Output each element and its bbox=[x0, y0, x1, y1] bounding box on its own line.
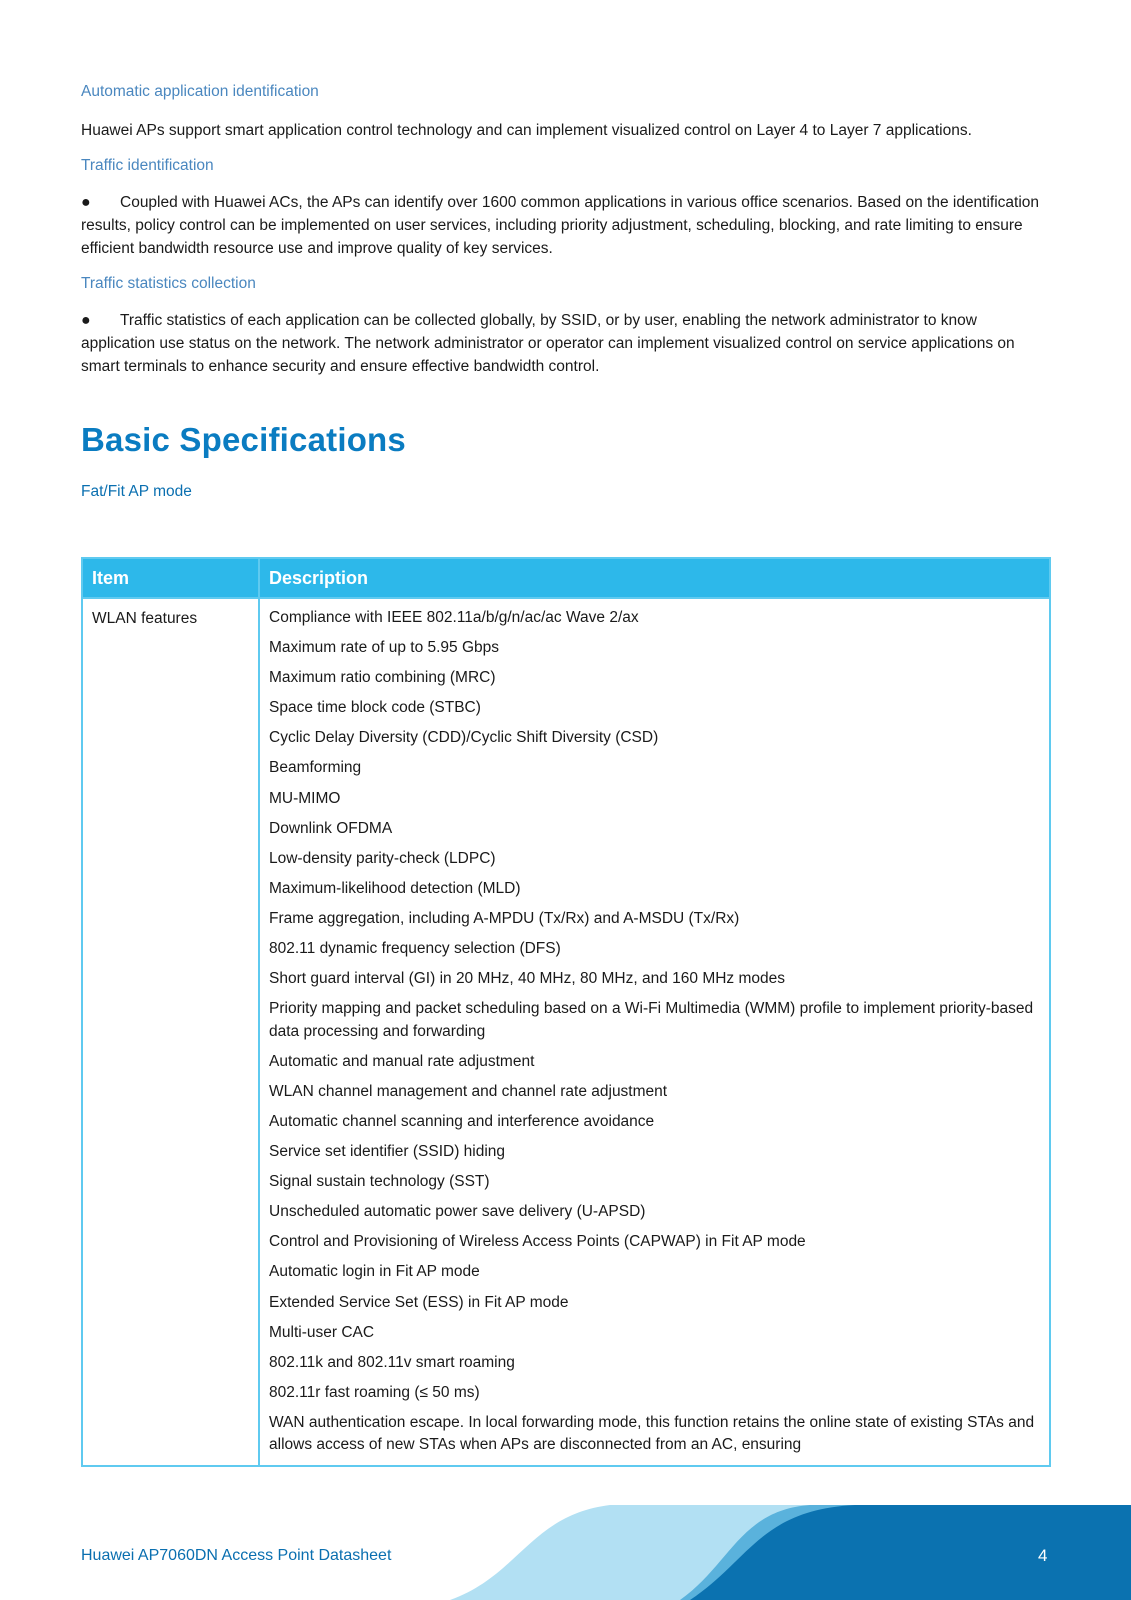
description-item: MU-MIMO bbox=[269, 789, 341, 807]
section-heading-traffic-identification: Traffic identification bbox=[81, 157, 214, 174]
table-header-row bbox=[82, 558, 1050, 598]
app-identification-body: Huawei APs support smart application control technology and can implement visualized control on Layer 4 to Layer 7 applications. bbox=[81, 122, 972, 139]
header-description: Description bbox=[259, 558, 1050, 598]
traffic-statistics-bullet bbox=[81, 309, 1051, 378]
description-item: Cyclic Delay Diversity (CDD)/Cyclic Shift Diversity (CSD) bbox=[269, 729, 659, 747]
description-item: Service set identifier (SSID) hiding bbox=[269, 1143, 506, 1161]
description-item: 802.11r fast roaming (≤ 50 ms) bbox=[269, 1383, 480, 1401]
page-number: 4 bbox=[1038, 1546, 1048, 1565]
description-item: Multi-user CAC bbox=[269, 1323, 375, 1341]
description-item: Signal sustain technology (SST) bbox=[269, 1173, 490, 1191]
description-item: Maximum-likelihood detection (MLD) bbox=[269, 879, 521, 897]
description-item: 802.11k and 802.11v smart roaming bbox=[269, 1353, 515, 1371]
traffic-identification-bullet bbox=[81, 191, 1051, 260]
description-cell bbox=[259, 598, 1050, 1466]
description-item: Low-density parity-check (LDPC) bbox=[269, 849, 496, 867]
bullet-icon: ● bbox=[81, 194, 91, 211]
table-row bbox=[82, 598, 1050, 1466]
description-item: WAN authentication escape. In local forwarding mode, this function retains the online state of existing STAs and allows access of new STAs when APs are disconnected from an AC, ensuring bbox=[269, 1413, 1035, 1454]
description-item: Maximum rate of up to 5.95 Gbps bbox=[269, 639, 500, 657]
description-item: Space time block code (STBC) bbox=[269, 699, 481, 717]
description-item: Automatic and manual rate adjustment bbox=[269, 1052, 535, 1070]
description-item: Automatic channel scanning and interference avoidance bbox=[269, 1113, 655, 1130]
description-item: Maximum ratio combining (MRC) bbox=[269, 669, 496, 687]
description-list bbox=[269, 599, 1040, 1457]
description-item: WLAN channel management and channel rate adjustment bbox=[269, 1082, 668, 1100]
description-item: Short guard interval (GI) in 20 MHz, 40 MHz, 80 MHz, and 160 MHz modes bbox=[269, 970, 786, 988]
traffic-identification-text: Coupled with Huawei ACs, the APs can identify over 1600 common applications in various office scenarios. Based on the identification results, policy control can be implemented on user services, including priority adjustment, scheduling, blocking, and rate limiting to ensure efficient bandwidth resource use and improve quality of key services. bbox=[81, 194, 1040, 257]
footer-document-title: Huawei AP7060DN Access Point Datasheet bbox=[81, 1547, 392, 1564]
description-item: Unscheduled automatic power save delivery (U-APSD) bbox=[269, 1203, 646, 1221]
bullet-icon: ● bbox=[81, 312, 91, 329]
description-item: Beamforming bbox=[269, 759, 362, 777]
section-heading-traffic-statistics: Traffic statistics collection bbox=[81, 275, 256, 292]
traffic-statistics-text: Traffic statistics of each application can be collected globally, by SSID, or by user, enabling the network administrator to know application use status on the network. The network administrator or operator can implement visualized control on service applications on smart terminals to enhance security and ensure effective bandwidth control. bbox=[81, 312, 1015, 375]
description-item: Priority mapping and packet scheduling based on a Wi-Fi Multimedia (WMM) profile to implement priority-based data processing and forwarding bbox=[269, 1000, 1034, 1040]
item-cell: WLAN features bbox=[82, 598, 259, 1466]
intro-section bbox=[81, 82, 1051, 501]
description-item: 802.11 dynamic frequency selection (DFS) bbox=[269, 940, 561, 958]
description-item: Downlink OFDMA bbox=[269, 819, 393, 837]
spec-table bbox=[81, 557, 1051, 1467]
mode-label: Fat/Fit AP mode bbox=[81, 483, 192, 500]
header-item: Item bbox=[82, 558, 259, 598]
description-item: Compliance with IEEE 802.11a/b/g/n/ac/ac Wave 2/ax bbox=[269, 609, 639, 626]
description-item: Control and Provisioning of Wireless Access Points (CAPWAP) in Fit AP mode bbox=[269, 1233, 806, 1251]
description-item: Automatic login in Fit AP mode bbox=[269, 1263, 480, 1281]
section-heading-app-identification: Automatic application identification bbox=[81, 83, 319, 100]
description-item: Extended Service Set (ESS) in Fit AP mode bbox=[269, 1293, 569, 1311]
description-item: Frame aggregation, including A-MPDU (Tx/Rx) and A-MSDU (Tx/Rx) bbox=[269, 909, 740, 927]
page-title: Basic Specifications bbox=[81, 421, 406, 458]
